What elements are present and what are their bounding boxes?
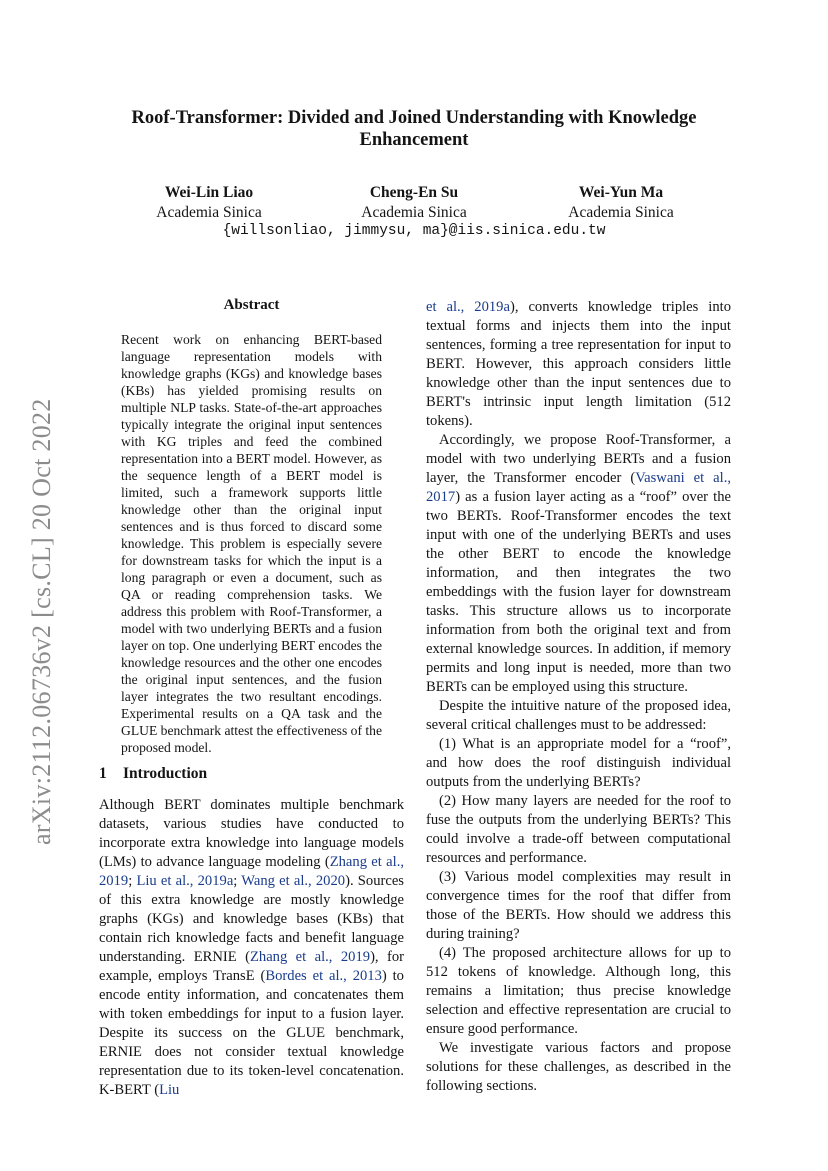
citation-link[interactable]: Bordes et al., 2013 bbox=[265, 968, 382, 984]
author-block bbox=[309, 183, 519, 223]
body-paragraph: Despite the intuitive nature of the proposed idea, several critical challenges must to be addressed: bbox=[426, 698, 731, 733]
body-paragraph: Accordingly, we propose Roof-Transformer, a model with two underlying BERTs and a fusion layer, the Transformer encoder (Vaswani et al., 2017) as a fusion layer acting as a “roof” over the two BERTs. Roof-Transformer encodes the text input with one of the underlying BERTs and uses the other BERT to encode the knowledge information, and then integrates the two embeddings with the fusion layer for downstream tasks. This structure allows us to incorporate information from both the original text and from external knowledge sources. In addition, if memory permits and long input is needed, more than two BERTs can be employed using this structure. bbox=[426, 432, 731, 695]
author-name: Wei-Lin Liao bbox=[164, 184, 254, 201]
author-block bbox=[104, 183, 314, 223]
challenge-item: (2) How many layers are needed for the roof to fuse the outputs from the underlying BERTs? This could involve a trade-off between computational resources and performance. bbox=[426, 793, 731, 866]
challenge-item: (3) Various model complexities may result in convergence times for the roof that differ from those of the BERTs. How should we address this during training? bbox=[426, 869, 731, 942]
citation-link[interactable]: et al., 2019a bbox=[426, 299, 510, 315]
citation-link[interactable]: Zhang et al., 2019 bbox=[99, 854, 404, 889]
citation-link[interactable]: Vaswani et al., 2017 bbox=[426, 470, 731, 505]
challenge-item: (4) The proposed architecture allows for up to 512 tokens of knowledge. Although long, this remains a limitation; thus precise knowledge selection and effective representation are crucial to ensure good performance. bbox=[426, 945, 731, 1037]
paper-title: Roof-Transformer: Divided and Joined Understanding with Knowledge Enhancement bbox=[131, 108, 697, 150]
section-title: Introduction bbox=[123, 765, 208, 782]
left-column bbox=[99, 796, 404, 1100]
abstract-text: Recent work on enhancing BERT-based language representation models with knowledge graphs (KGs) and knowledge bases (KBs) has yielded promising results on multiple NLP tasks. State-of-the-art approaches typically integrate the original input sentences with KG triples and feed the combined representation into a BERT model. However, as the sequence length of a BERT model is limited, such a framework supports little knowledge other than the original input sentences and is thus forced to discard some knowledge. This problem is especially severe for downstream tasks for which the input is a long paragraph or even a document, such as QA or reading comprehension tasks. We address this problem with Roof-Transformer, a model with two underlying BERTs and a fusion layer on top. One underlying BERT encodes the knowledge resources and the other one encodes the original input sentences, and the fusion layer integrates the two resultant encodings. Experimental results on a QA task and the GLUE benchmark attest the effectiveness of the proposed model. bbox=[121, 332, 382, 755]
intro-paragraph: Although BERT dominates multiple benchmark datasets, various studies have conducted to incorporate extra knowledge into language models (LMs) to advance language modeling (Zhang et al., 2019; Liu et al., 2019a; Wang et al., 2020). Sources of this extra knowledge are mostly knowledge graphs (KGs) and knowledge bases (KBs) that contain rich knowledge facts and benefit language understanding. ERNIE (Zhang et al., 2019), for example, employs TransE (Bordes et al., 2013) to encode entity information, and concatenates them with token embeddings for input to a fusion layer. Despite its success on the GLUE benchmark, ERNIE does not consider textual knowledge representation due to its token-level concatenation. K-BERT (Liu bbox=[99, 797, 404, 1098]
citation-link[interactable]: Liu et al., 2019a bbox=[136, 873, 234, 889]
citation-link[interactable]: Liu bbox=[159, 1082, 180, 1098]
challenge-item: (1) What is an appropriate model for a “roof”, and how does the roof distinguish individual outputs from the underlying BERTs? bbox=[426, 736, 731, 790]
right-column bbox=[426, 298, 731, 1096]
citation-link[interactable]: Zhang et al., 2019 bbox=[249, 949, 371, 965]
author-affiliation: Academia Sinica bbox=[361, 204, 467, 221]
author-affiliation: Academia Sinica bbox=[156, 204, 262, 221]
section-heading bbox=[99, 765, 404, 783]
author-affiliation: Academia Sinica bbox=[568, 204, 674, 221]
author-name: Cheng-En Su bbox=[369, 184, 459, 201]
arxiv-identifier: arXiv:2112.06736v2 [cs.CL] 20 Oct 2022 bbox=[27, 398, 56, 845]
body-paragraph: We investigate various factors and propose solutions for these challenges, as described in the following sections. bbox=[426, 1040, 731, 1094]
author-emails: {willsonliao, jimmysu, ma}@iis.sinica.edu.tw bbox=[222, 223, 606, 239]
section-number: 1 bbox=[99, 765, 107, 782]
intro-paragraph-continued: et al., 2019a), converts knowledge triples into textual forms and injects them into the input sentences, forming a tree representation for input to BERT. However, this approach considers little knowledge other than the input sentences due to BERT's intrinsic input length limitation (512 tokens). bbox=[426, 299, 731, 429]
citation-link[interactable]: Wang et al., 2020 bbox=[241, 873, 346, 889]
author-block bbox=[516, 183, 726, 223]
abstract-heading: Abstract bbox=[223, 297, 280, 313]
author-name: Wei-Yun Ma bbox=[578, 184, 664, 201]
